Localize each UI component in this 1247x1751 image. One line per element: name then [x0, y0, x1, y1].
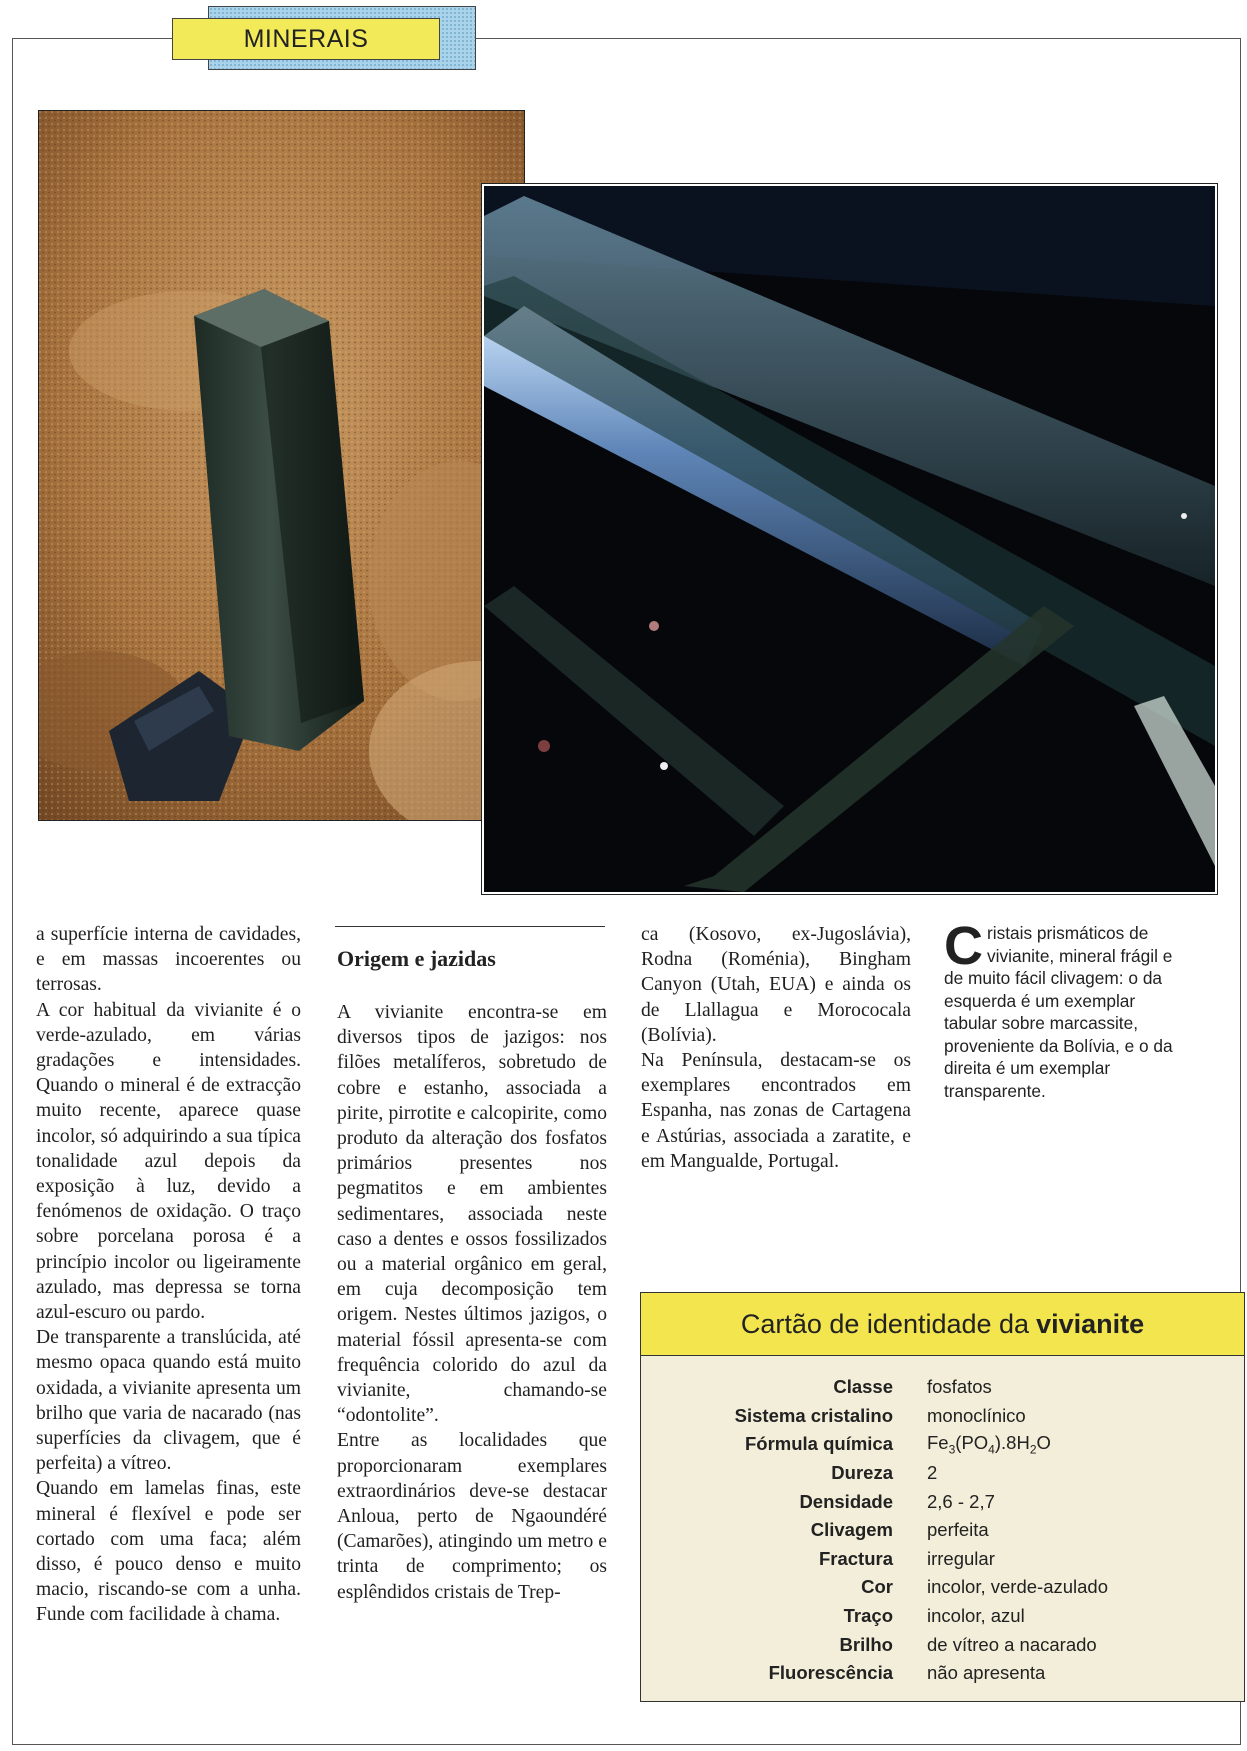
text-column-1 [36, 922, 301, 1628]
photo-left [38, 110, 525, 821]
property-value: irregular [927, 1547, 995, 1569]
photo-caption [944, 916, 1189, 1102]
property-key: Sistema cristalino [734, 1404, 893, 1426]
paragraph: ca (Kosovo, ex-Jugoslávia), Rodna (Roménia), Bingham Canyon (Utah, EUA) e ainda os de Llallagua e Morococala (Bolívia). [641, 924, 911, 1046]
property-row [641, 1659, 1244, 1688]
property-key: Clivagem [810, 1519, 893, 1541]
section-heading: Origem e jazidas [337, 946, 496, 971]
property-row [641, 1602, 1244, 1631]
property-key: Fórmula química [744, 1433, 893, 1455]
paragraph: Na Península, destacam-se os exemplares encontrados em Espanha, nas zonas de Cartagena e Astúrias, associada a zaratite, e em Mangualde, Portugal. [641, 1050, 911, 1172]
property-row [641, 1545, 1244, 1574]
paragraph: Quando em lamelas finas, este mineral é flexível e pode ser cortado com uma faca; além disso, é pouco denso e muito macio, riscando-se com a unha. Funde com facilidade à chama. [36, 1478, 301, 1626]
property-row [641, 1402, 1244, 1431]
property-value: $Fe_3(PO_4).8H_2O$ [927, 1432, 1051, 1457]
identity-card [640, 1292, 1245, 1702]
property-table [641, 1373, 1244, 1688]
photo-right [482, 184, 1217, 894]
property-key: Traço [843, 1605, 893, 1627]
paragraph: A vivianite encontra-se em diversos tipos de jazigos: nos filões metalíferos, sobretudo de cobre e estanho, associada a pirite, pirrotite e calcopirite, como produto da alteração dos fosfatos primários presentes nos pegmatitos e em ambientes sedimentares, associada neste caso a dentes e ossos fossilizados ou a material orgânico em geral, em cuja decomposição tem origem. Nestes últimos jazigos, o material fóssil apresenta-se com frequência colorido do azul da vivianite, chamando-se “odontolite”. [337, 1002, 607, 1427]
identity-card-title [641, 1293, 1244, 1356]
property-value: fosfatos [927, 1376, 992, 1398]
property-value: incolor, verde-azulado [927, 1576, 1108, 1598]
property-key: Fractura [818, 1547, 893, 1569]
property-key: Densidade [799, 1490, 893, 1512]
property-value: 2 [927, 1462, 938, 1484]
paragraph: a superfície interna de cavidades, e em massas incoerentes ou terrosas. [36, 924, 301, 996]
property-row [641, 1373, 1244, 1402]
property-row [641, 1630, 1244, 1659]
property-value: incolor, azul [927, 1605, 1025, 1627]
paragraph: De transparente a translúcida, até mesmo opaca quando está muito oxidada, a vivianite apresenta um brilho que varia de nacarado (nas superfícies da clivagem, que é perfeita) a vítreo. [36, 1327, 301, 1475]
property-value: 2,6 - 2,7 [927, 1490, 995, 1512]
title-prefix: Cartão de identidade da [740, 1308, 1030, 1339]
property-key: Dureza [831, 1462, 893, 1484]
property-row [641, 1516, 1244, 1545]
property-row [641, 1459, 1244, 1488]
section-tab: MINERAIS [172, 18, 440, 60]
property-key: Cor [861, 1576, 893, 1598]
text-column-3 [641, 922, 911, 1174]
property-value: perfeita [927, 1519, 989, 1541]
paragraph: Entre as localidades que proporcionaram exemplares extraordinários deve-se destacar Anloua, perto de Ngaoundéré (Camarões), atingindo um metro e trinta de comprimento; os esplêndidos cristais de Trep- [337, 1430, 607, 1603]
property-value: de vítreo a nacarado [927, 1633, 1097, 1655]
paragraph: A cor habitual da vivianite é o verde-azulado, em várias gradações e intensidades. Quando o mineral é de extracção muito recente, aparece quase incolor, só adquirindo a sua típica tonalidade azul depois da exposição à luz, devido a fenómenos de oxidação. O traço sobre porcelana porosa é a princípio incolor ou ligeiramente azulado, mas depressa se torna azul-escuro ou pardo. [36, 999, 301, 1324]
property-row [641, 1430, 1244, 1459]
title-mineral: vivianite [1036, 1308, 1145, 1339]
property-value: monoclínico [927, 1404, 1026, 1426]
caption-text: ristais prismáticos de vivianite, mineral frágil e de muito fácil clivagem: o da esquerda é um exemplar tabular sobre marcassite, proveniente da Bolívia, e o da direita é um exemplar transparente. [944, 923, 1173, 1101]
dropcap: C [944, 916, 983, 976]
property-value: não apresenta [927, 1662, 1046, 1684]
property-row [641, 1573, 1244, 1602]
heading-rule [335, 926, 605, 927]
property-key: Fluorescência [768, 1662, 893, 1684]
text-column-2 [337, 1000, 607, 1605]
property-key: Classe [833, 1376, 893, 1398]
property-key: Brilho [839, 1633, 893, 1655]
property-row [641, 1487, 1244, 1516]
